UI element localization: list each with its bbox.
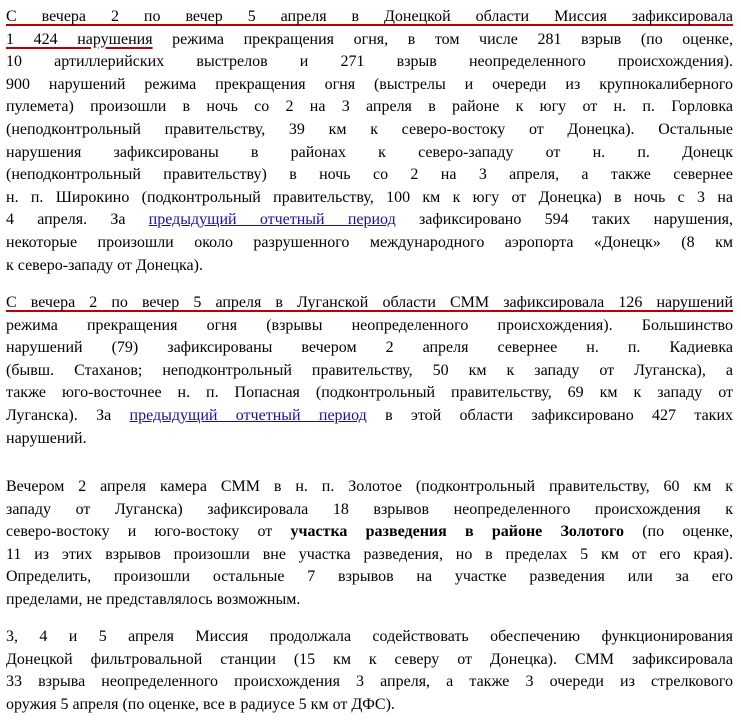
text-line xyxy=(6,315,733,338)
text-run: (неподконтрольный правительству, 39 км к северо-востоку от Донецка). Остальные xyxy=(6,120,733,138)
text-line xyxy=(6,544,733,567)
text-line xyxy=(6,589,733,612)
paragraph-dfs xyxy=(6,626,733,716)
bold-text: участка разведения в районе Золотого xyxy=(290,523,625,541)
text-line xyxy=(6,119,733,142)
text-run: Луганска). За xyxy=(6,406,130,424)
text-run: Вечером 2 апреля камера СММ в н. п. Золотое (подконтрольный правительству, 60 км к xyxy=(6,478,733,495)
text-line xyxy=(6,232,733,255)
text-line xyxy=(6,187,733,210)
underlined-text: С вечера 2 по вечер 5 апреля в Донецкой области Миссия зафиксировала xyxy=(6,8,733,25)
text-line xyxy=(6,405,733,428)
text-run: зафиксировано 594 таких нарушения, xyxy=(395,211,734,229)
text-line xyxy=(6,671,733,694)
text-run: некоторые произошли около разрушенного международного аэропорта «Донецк» (8 км xyxy=(6,233,733,251)
paragraph-luhansk xyxy=(6,292,733,450)
previous-period-link[interactable]: предыдущий отчетный период xyxy=(129,406,367,424)
text-line xyxy=(6,51,733,74)
text-run: 11 из этих взрывов произошли вне участка разведения, но в пределах 5 км от его края). xyxy=(6,545,733,563)
text-line xyxy=(6,164,733,187)
text-line xyxy=(6,96,733,119)
text-run: 10 артиллерийских выстрелов и 271 взрыв неопределенного происхождения). xyxy=(6,53,733,71)
text-line xyxy=(6,428,733,451)
paragraph-donetsk xyxy=(6,6,733,277)
text-run: н. п. Широкино (подконтрольный правительству, 100 км к югу от Донецка) в ночь с 3 на xyxy=(6,188,733,206)
text-line xyxy=(6,292,733,315)
text-run: нарушений (79) зафиксированы вечером 2 апреля севернее н. п. Кадиевка xyxy=(6,339,733,357)
text-run: нарушения зафиксированы в районах к северо-западу от н. п. Донецк xyxy=(6,143,733,161)
underlined-text: С вечера 2 по вечер 5 апреля в Луганской области СММ зафиксировала 126 нарушений xyxy=(6,294,733,311)
underlined-text: 1 424 нарушения xyxy=(6,30,153,48)
text-line xyxy=(6,382,733,405)
text-line xyxy=(6,566,733,589)
text-line xyxy=(6,360,733,383)
text-run: пулемета) произошли в ночь со 2 на 3 апреля в районе к югу от н. п. Горловка xyxy=(6,98,733,116)
previous-period-link[interactable]: предыдущий отчетный период xyxy=(148,211,396,229)
text-run: (неподконтрольный правительству) в ночь со 2 на 3 апреля, а также севернее xyxy=(6,166,733,184)
text-run: режима прекращения огня, в том числе 281 взрыв (по оценке, xyxy=(152,30,734,48)
text-line xyxy=(6,209,733,232)
text-run: 33 взрыва неопределенного происхождения 3 апреля, а также 3 очереди из стрелкового xyxy=(6,673,733,691)
text-line xyxy=(6,142,733,165)
text-run: к северо-западу от Донецка). xyxy=(6,256,203,274)
text-run: оружия 5 апреля (по оценке, все в радиусе 5 км от ДФС). xyxy=(6,695,395,713)
text-line xyxy=(6,626,733,649)
text-run: нарушений. xyxy=(6,429,87,447)
text-run: 900 нарушений режима прекращения огня (выстрелы и очереди из крупнокалиберного xyxy=(6,75,733,93)
text-run: 3, 4 и 5 апреля Миссия продолжала содействовать обеспечению функционирования xyxy=(6,628,733,645)
text-line xyxy=(6,476,733,499)
paragraph-zolote xyxy=(6,476,733,612)
text-line xyxy=(6,694,733,717)
text-run: в этой области зафиксировано 427 таких xyxy=(366,406,734,424)
text-run: 4 апреля. За xyxy=(6,211,149,229)
text-run: (по оценке, xyxy=(624,523,734,541)
text-line xyxy=(6,649,733,672)
text-line xyxy=(6,337,733,360)
text-run: режима прекращения огня (взрывы неопределенного происхождения). Большинство xyxy=(6,316,733,334)
text-line xyxy=(6,521,733,544)
text-run: (бывш. Стаханов; неподконтрольный правительству, 50 км к западу от Луганска), а xyxy=(6,361,733,379)
text-run: Донецкой фильтровальной станции (15 км к северу от Донецка). СММ зафиксировала xyxy=(6,650,733,668)
text-run: Определить, произошли остальные 7 взрывов на участке разведения или за его xyxy=(6,568,733,586)
text-run: также юго-восточнее н. п. Попасная (подконтрольный правительству, 69 км к западу от xyxy=(6,384,733,402)
text-line xyxy=(6,74,733,97)
text-line xyxy=(6,6,733,29)
text-run: пределами, не представлялось возможным. xyxy=(6,590,301,608)
text-line xyxy=(6,29,733,52)
text-line xyxy=(6,499,733,522)
text-run: западу от Луганска) зафиксировала 18 взрывов неопределенного происхождения к xyxy=(6,500,733,518)
text-run: северо-востоку и юго-востоку от xyxy=(6,523,291,541)
text-line xyxy=(6,255,733,278)
